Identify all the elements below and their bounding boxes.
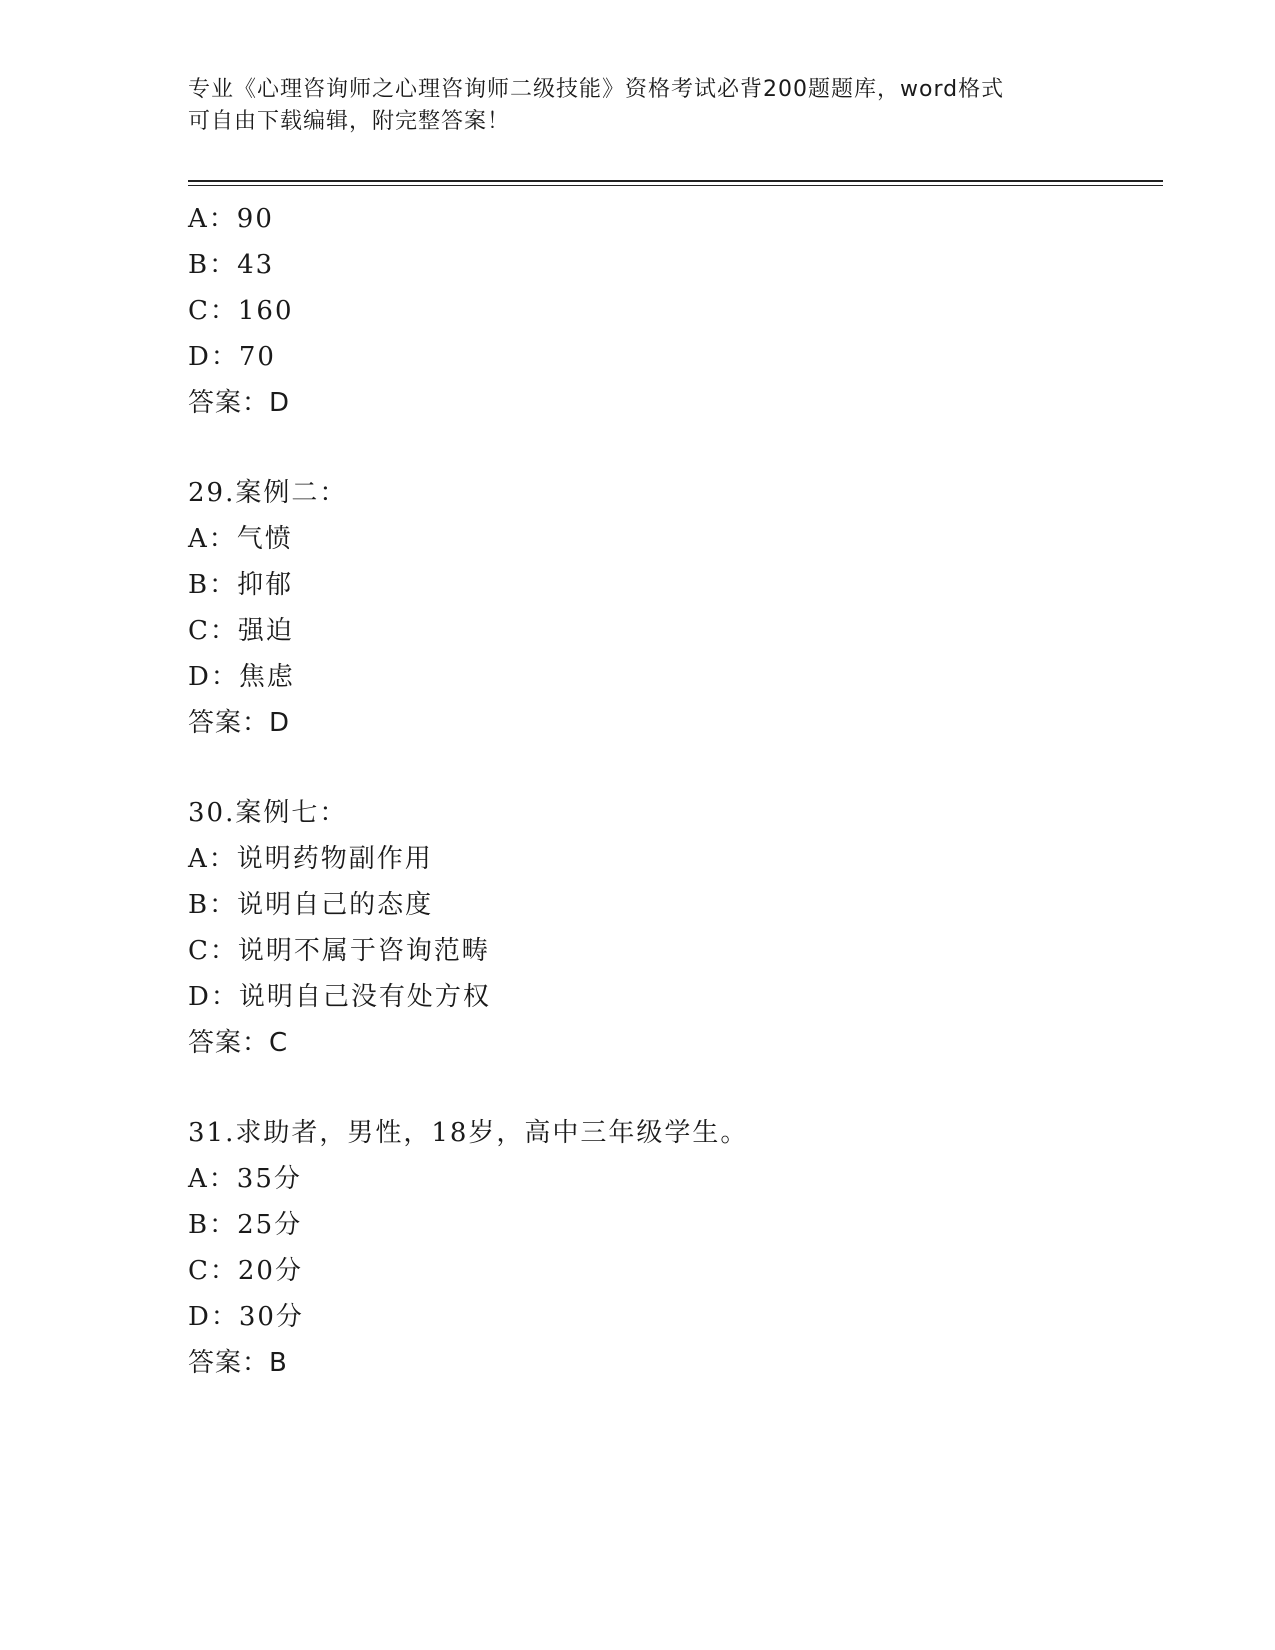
- option-c: C：强迫: [188, 616, 294, 646]
- question-block-30: [188, 790, 1148, 1066]
- option-a: A：90: [188, 204, 274, 234]
- question-text: 31.求助者，男性，18岁，高中三年级学生。: [188, 1118, 749, 1148]
- option-d: D：30分: [188, 1302, 304, 1332]
- answer-line: 答案：B: [188, 1348, 288, 1378]
- option-c: C：20分: [188, 1256, 303, 1286]
- answer-line: 答案：D: [188, 388, 291, 418]
- header-divider-thin: [188, 185, 1163, 186]
- question-block-29: [188, 470, 1148, 746]
- option-b: B：说明自己的态度: [188, 890, 434, 920]
- option-d: D：焦虑: [188, 662, 295, 692]
- question-list: [188, 196, 1148, 1386]
- document-header: [188, 74, 1088, 138]
- header-divider-thick: [188, 180, 1163, 182]
- option-b: B：43: [188, 250, 275, 280]
- option-a: A：说明药物副作用: [188, 844, 433, 874]
- header-line-1: 专业《心理咨询师之心理咨询师二级技能》资格考试必背200题题库，word格式: [188, 77, 1005, 102]
- header-line-2: 可自由下载编辑，附完整答案！: [188, 109, 511, 134]
- answer-line: 答案：D: [188, 708, 291, 738]
- answer-line: 答案：C: [188, 1028, 289, 1058]
- option-c: C：说明不属于咨询范畴: [188, 936, 490, 966]
- option-c: C：160: [188, 296, 294, 326]
- option-a: A：气愤: [188, 524, 293, 554]
- question-block-continued: [188, 196, 1148, 426]
- question-text: 30.案例七：: [188, 798, 348, 828]
- option-b: B：25分: [188, 1210, 303, 1240]
- question-block-31: [188, 1110, 1148, 1386]
- option-b: B：抑郁: [188, 570, 294, 600]
- question-text: 29.案例二：: [188, 478, 348, 508]
- option-d: D：70: [188, 342, 276, 372]
- option-a: A：35分: [188, 1164, 302, 1194]
- option-d: D：说明自己没有处方权: [188, 982, 491, 1012]
